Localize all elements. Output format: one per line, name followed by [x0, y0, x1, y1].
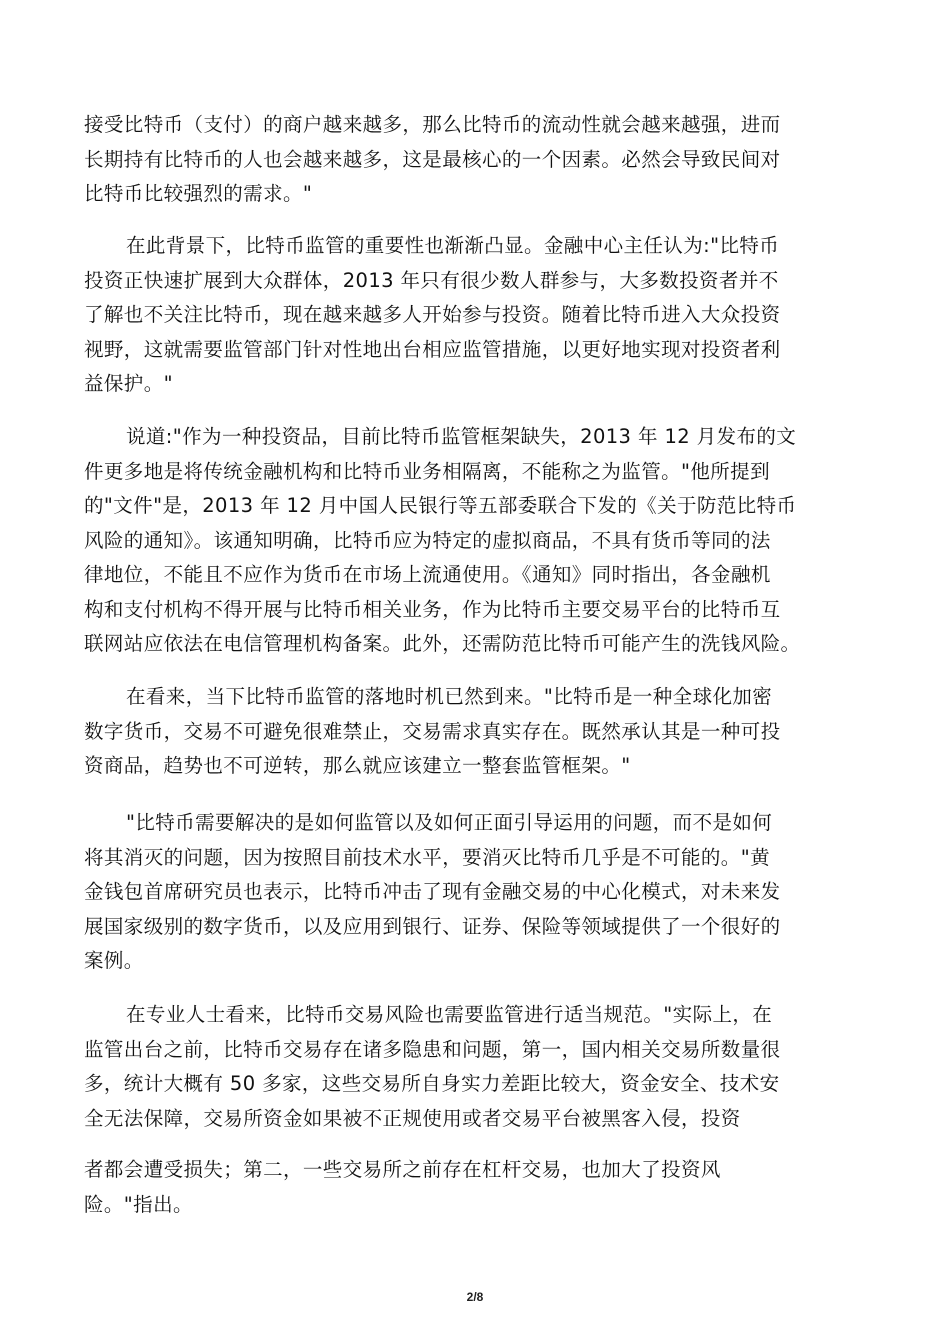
- paragraph-line: 将其消灭的问题，因为按照目前技术水平，要消灭比特币几乎是不可能的。"黄: [84, 845, 770, 869]
- paragraph-line: "比特币需要解决的是如何监管以及如何正面引导运用的问题，而不是如何: [126, 811, 773, 834]
- paragraph-5: [84, 806, 884, 979]
- paragraph-line: 在看来，当下比特币监管的落地时机已然到来。"比特币是一种全球化加密: [126, 685, 773, 708]
- paragraph-line: 的"文件"是，2013 年 12 月中国人民银行等五部委联合下发的《关于防范比特币: [84, 494, 797, 517]
- paragraph-line: 在此背景下，比特币监管的重要性也渐渐凸显。金融中心主任认为:"比特币: [126, 234, 780, 257]
- paragraph-line: 律地位，不能且不应作为货币在市场上流通使用。《通知》同时指出，各金融机: [84, 563, 771, 586]
- paragraph-line: 数字货币，交易不可避免很难禁止，交易需求真实存在。既然承认其是一种可投: [84, 719, 781, 743]
- paragraph-line: 构和支付机构不得开展与比特币相关业务，作为比特币主要交易平台的比特币互: [84, 597, 781, 621]
- paragraph-line: 资商品，趋势也不可逆转，那么就应该建立一整套监管框架。": [84, 754, 631, 777]
- paragraph-line: 了解也不关注比特币，现在越来越多人开始参与投资。随着比特币进入大众投资: [84, 303, 781, 326]
- paragraph-line: 在专业人士看来，比特币交易风险也需要监管进行适当规范。"实际上，在: [126, 1003, 773, 1026]
- paragraph-line: 接受比特币（支付）的商户越来越多，那么比特币的流动性就会越来越强，进而: [84, 113, 781, 136]
- paragraph-line: 联网站应依法在电信管理机构备案。此外，还需防范比特币可能产生的洗钱风险。: [84, 632, 801, 655]
- paragraph-line: 说道:"作为一种投资品，目前比特币监管框架缺失，2013 年 12 月发布的文: [126, 425, 797, 448]
- paragraph-line: 金钱包首席研究员也表示，比特币冲击了现有金融交易的中心化模式，对未来发: [84, 880, 781, 903]
- paragraph-7: [84, 1153, 884, 1222]
- page-number: 2/8: [466, 1290, 484, 1304]
- paragraph-line: 险。"指出。: [84, 1192, 193, 1216]
- paragraph-line: 全无法保障，交易所资金如果被不正规使用或者交易平台被黑客入侵，投资: [84, 1106, 741, 1130]
- paragraph-line: 件更多地是将传统金融机构和比特币业务相隔离，不能称之为监管。"他所提到: [84, 459, 770, 483]
- paragraph-line: 展国家级别的数字货币，以及应用到银行、证券、保险等领域提供了一个很好的: [84, 914, 781, 938]
- paragraph-line: 多，统计大概有 50 多家，这些交易所自身实力差距比较大，资金安全、技术安: [84, 1072, 780, 1095]
- paragraph-2: [84, 229, 884, 402]
- paragraph-4: [84, 680, 884, 784]
- paragraph-line: 案例。: [84, 949, 144, 972]
- paragraph-line: 益保护。": [84, 372, 173, 395]
- paragraph-1: [84, 108, 884, 212]
- paragraph-3: [84, 420, 884, 662]
- paragraph-line: 监管出台之前，比特币交易存在诸多隐患和问题，第一，国内相关交易所数量很: [84, 1037, 781, 1061]
- paragraph-6: [84, 998, 884, 1136]
- paragraph-line: 投资正快速扩展到大众群体，2013 年只有很少数人群参与，大多数投资者并不: [84, 268, 779, 292]
- paragraph-line: 比特币比较强烈的需求。": [84, 182, 313, 205]
- paragraph-line: 长期持有比特币的人也会越来越多，这是最核心的一个因素。必然会导致民间对: [84, 147, 781, 171]
- paragraph-line: 风险的通知》。该通知明确，比特币应为特定的虚拟商品，不具有货币等同的法: [84, 528, 771, 552]
- paragraph-line: 者都会遭受损失；第二，一些交易所之前存在杠杆交易，也加大了投资风: [84, 1158, 721, 1181]
- paragraph-line: 视野，这就需要监管部门针对性地出台相应监管措施，以更好地实现对投资者利: [84, 337, 781, 361]
